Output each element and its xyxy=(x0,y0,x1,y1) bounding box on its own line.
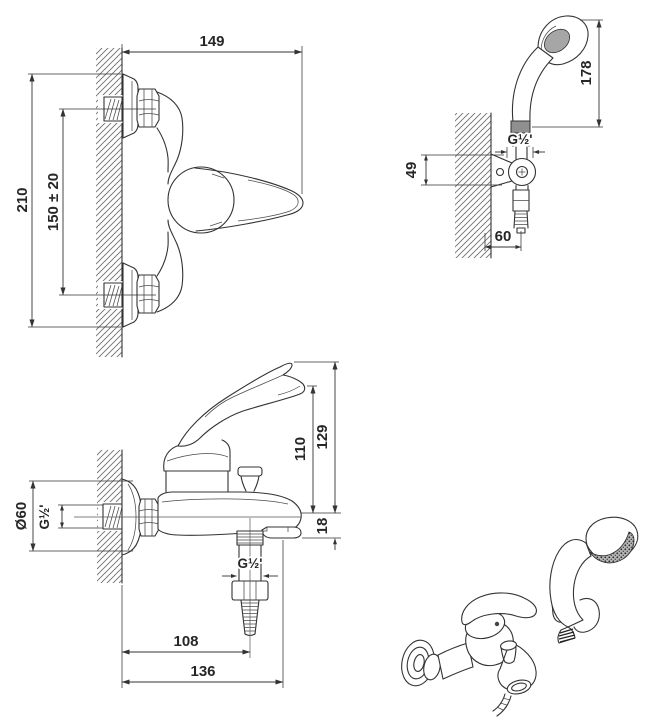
dim-total-height-129: 129 xyxy=(314,424,331,450)
wall-hatch-shower xyxy=(455,113,491,258)
product-shower-handle xyxy=(550,540,591,627)
dim-spacing-150: 150 ± 20 xyxy=(45,172,62,232)
dim-holder-49: 49 xyxy=(403,161,420,179)
dim-reach-108: 108 xyxy=(173,633,199,650)
inlet-pipe-side xyxy=(103,504,122,529)
connection-nut-side xyxy=(139,499,159,536)
mixer-body-front xyxy=(157,92,234,312)
connection-nut-top xyxy=(137,89,159,127)
escutcheon-top xyxy=(123,74,138,138)
product-illustration xyxy=(398,517,638,716)
diverter-knob xyxy=(238,467,262,491)
label-outlet-thread: G½' xyxy=(237,556,263,571)
dim-total-reach-136: 136 xyxy=(190,663,216,680)
shower-hose xyxy=(513,186,529,234)
lever-handle-front xyxy=(195,168,303,231)
label-thread-shower: G½' xyxy=(507,132,533,147)
handshower-view-drawing xyxy=(403,16,603,258)
side-view-drawing xyxy=(13,362,341,688)
front-view-drawing xyxy=(14,33,303,357)
connection-nut-bottom xyxy=(137,275,159,313)
wall-bracket xyxy=(491,154,536,187)
product-dome-dot xyxy=(495,622,499,626)
cartridge-circle xyxy=(168,167,234,233)
dim-width-149: 149 xyxy=(199,33,225,50)
bracket-screw xyxy=(497,169,504,176)
dim-offset-60: 60 xyxy=(494,228,512,245)
dim-drop-18: 18 xyxy=(314,517,331,535)
dim-height-210: 210 xyxy=(14,187,31,213)
label-inlet-thread: G½' xyxy=(37,504,52,530)
dim-flange-60: Ø60 xyxy=(13,501,30,531)
product-hose xyxy=(493,694,511,716)
product-handshower xyxy=(550,517,638,643)
cartridge-dome xyxy=(164,440,230,492)
wall-hatch-front xyxy=(96,48,122,357)
lever-handle-side xyxy=(178,363,305,446)
spout-outlet xyxy=(262,527,301,538)
dim-shower-height-178: 178 xyxy=(578,60,595,86)
product-faucet xyxy=(398,593,537,716)
handshower-handle xyxy=(512,47,553,122)
dim-spout-height-110: 110 xyxy=(292,436,309,462)
product-hose-nipple xyxy=(558,627,575,643)
